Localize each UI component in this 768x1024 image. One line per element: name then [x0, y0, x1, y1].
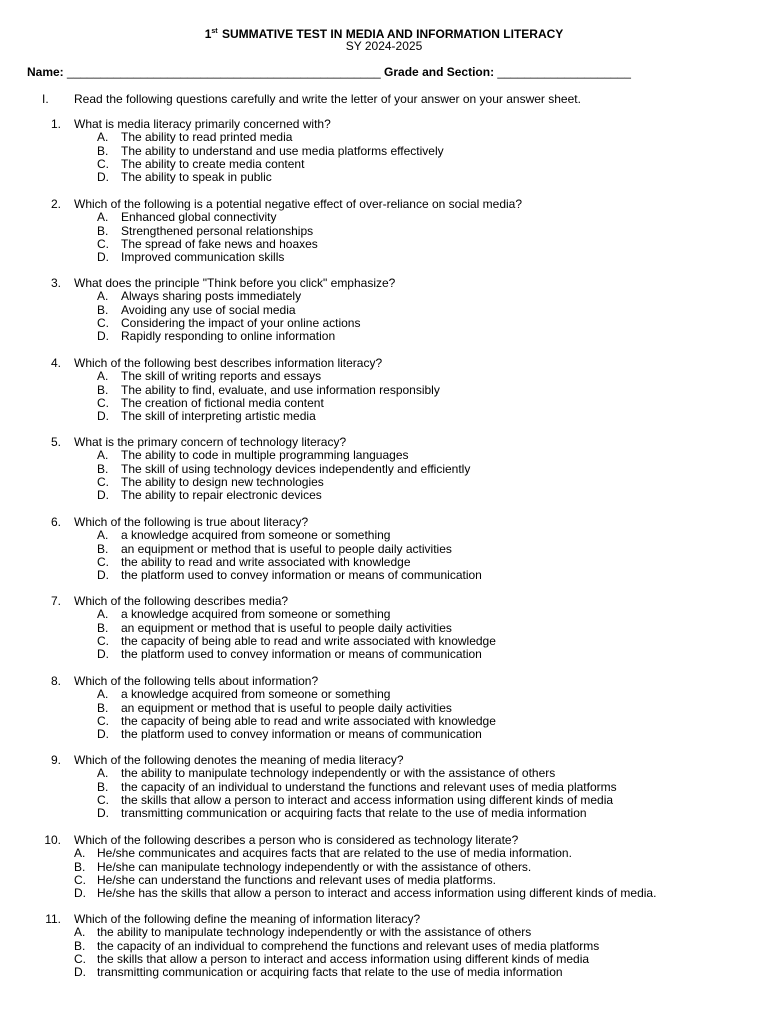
option-text: the capacity of an individual to understand the functions and relevant uses of media platforms	[121, 779, 617, 794]
question-number: 2.	[50, 197, 61, 211]
question-text: Which of the following is true about literacy?	[74, 515, 309, 529]
option-text: the ability to read and write associated with knowledge	[121, 554, 411, 569]
option-letter: A.	[97, 130, 109, 145]
option-text: a knowledge acquired from someone or something	[121, 607, 391, 622]
option-letter: B.	[97, 143, 109, 158]
option-letter: D.	[97, 250, 109, 265]
option-text: Enhanced global connectivity	[121, 210, 277, 225]
question-text: Which of the following denotes the meaning of media literacy?	[74, 753, 404, 767]
question-text: Which of the following best describes information literacy?	[74, 356, 383, 370]
option-letter: A.	[74, 846, 86, 861]
option-text: He/she has the skills that allow a person to interact and access information using different kinds of media.	[97, 886, 657, 901]
name-row	[27, 65, 631, 79]
option-text: Improved communication skills	[121, 250, 285, 265]
option-text: the capacity of being able to read and write associated with knowledge	[121, 713, 496, 728]
option-text: The ability to repair electronic devices	[121, 488, 322, 503]
option-letter: A.	[97, 687, 109, 702]
option-text: the ability to manipulate technology independently or with the assistance of others	[97, 925, 532, 940]
option-letter: A.	[97, 528, 109, 543]
option-text: The ability to read printed media	[121, 130, 293, 145]
option-letter: A.	[97, 369, 109, 384]
question-text: What is the primary concern of technology literacy?	[74, 435, 347, 449]
question-text: Which of the following is a potential negative effect of over-reliance on social media?	[74, 197, 523, 211]
option-letter: B.	[74, 859, 86, 874]
option-letter: D.	[74, 886, 86, 901]
option-text: the platform used to convey information or means of communication	[121, 727, 482, 742]
option-letter: C.	[74, 951, 86, 966]
option-text: The skill of using technology devices independently and efficiently	[121, 461, 471, 476]
option-letter: D.	[97, 647, 109, 662]
option-letter: A.	[97, 289, 109, 304]
option-text: Considering the impact of your online actions	[121, 315, 361, 330]
question-number: 6.	[50, 515, 61, 529]
option-text: the platform used to convey information or means of communication	[121, 647, 482, 662]
option-letter: B.	[74, 938, 86, 953]
title-text: SUMMATIVE TEST IN MEDIA AND INFORMATION LITERACY	[218, 27, 564, 41]
option-letter: A.	[97, 766, 109, 781]
question-number: 4.	[50, 356, 61, 370]
option-text: Strengthened personal relationships	[121, 223, 314, 238]
option-text: an equipment or method that is useful to people daily activities	[121, 700, 452, 715]
name-blank[interactable]: _______________________________________________	[67, 65, 381, 79]
option-letter: B.	[97, 302, 109, 317]
option-letter: C.	[97, 395, 109, 410]
option-letter: C.	[97, 792, 109, 807]
question-text: Which of the following describes a person who is considered as technology literate?	[74, 833, 519, 847]
option-text: transmitting communication or acquiring facts that relate to the use of media information	[121, 806, 587, 821]
option-letter: D.	[97, 806, 109, 821]
question-number: 1.	[50, 117, 61, 131]
question-number: 10.	[44, 833, 61, 847]
option-letter: C.	[97, 633, 109, 648]
option-text: The ability to speak in public	[121, 170, 272, 185]
option-letter: B.	[97, 461, 109, 476]
option-text: a knowledge acquired from someone or something	[121, 687, 391, 702]
option-text: an equipment or method that is useful to people daily activities	[121, 541, 452, 556]
option-letter: D.	[97, 568, 109, 583]
option-letter: C.	[74, 872, 86, 887]
option-text: Rapidly responding to online information	[121, 329, 336, 344]
instruction-number: I.	[42, 92, 49, 106]
option-letter: C.	[97, 554, 109, 569]
school-year: SY 2024-2025	[345, 39, 423, 53]
option-text: a knowledge acquired from someone or something	[121, 528, 391, 543]
title-superscript: st	[211, 28, 218, 35]
question-number: 3.	[50, 276, 61, 290]
option-text: The ability to code in multiple programming languages	[121, 448, 409, 463]
option-letter: C.	[97, 315, 109, 330]
option-letter: D.	[97, 329, 109, 344]
option-text: the skills that allow a person to interact and access information using different kinds of media	[121, 792, 614, 807]
option-text: The ability to create media content	[121, 156, 305, 171]
option-letter: B.	[97, 779, 109, 794]
option-text: the capacity of being able to read and write associated with knowledge	[121, 633, 496, 648]
question-text: Which of the following describes media?	[74, 594, 289, 608]
option-letter: B.	[97, 620, 109, 635]
option-text: an equipment or method that is useful to people daily activities	[121, 620, 452, 635]
option-text: Always sharing posts immediately	[121, 289, 302, 304]
grade-section-blank[interactable]: ____________________	[497, 65, 631, 79]
question-text: What is media literacy primarily concerned with?	[74, 117, 331, 131]
option-letter: B.	[97, 223, 109, 238]
option-text: transmitting communication or acquiring facts that relate to the use of media information	[97, 965, 563, 980]
option-text: The creation of fictional media content	[121, 395, 324, 410]
option-text: He/she can manipulate technology independently or with the assistance of others.	[97, 859, 532, 874]
option-letter: D.	[97, 488, 109, 503]
option-text: The ability to understand and use media platforms effectively	[121, 143, 444, 158]
option-text: the capacity of an individual to comprehend the functions and relevant uses of media platforms	[97, 938, 600, 953]
option-text: Avoiding any use of social media	[121, 302, 296, 317]
question-number: 9.	[50, 753, 61, 767]
option-letter: C.	[97, 236, 109, 251]
question-text: Which of the following tells about information?	[74, 674, 319, 688]
option-text: He/she can understand the functions and relevant uses of media platforms.	[97, 872, 496, 887]
option-text: The skill of writing reports and essays	[121, 369, 322, 384]
option-letter: A.	[97, 607, 109, 622]
option-letter: A.	[74, 925, 86, 940]
question-number: 7.	[50, 594, 61, 608]
option-letter: C.	[97, 156, 109, 171]
option-letter: D.	[74, 965, 86, 980]
option-letter: A.	[97, 210, 109, 225]
question-number: 8.	[50, 674, 61, 688]
option-letter: D.	[97, 409, 109, 424]
option-letter: C.	[97, 474, 109, 489]
option-text: the platform used to convey information or means of communication	[121, 568, 482, 583]
question-text: Which of the following define the meaning of information literacy?	[74, 912, 421, 926]
option-text: The ability to design new technologies	[121, 474, 324, 489]
option-letter: B.	[97, 382, 109, 397]
option-letter: D.	[97, 727, 109, 742]
option-letter: B.	[97, 700, 109, 715]
option-letter: B.	[97, 541, 109, 556]
option-text: the skills that allow a person to interact and access information using different kinds of media	[97, 951, 590, 966]
instruction-text: Read the following questions carefully and write the letter of your answer on your answer sheet.	[74, 92, 581, 106]
option-text: The skill of interpreting artistic media	[121, 409, 316, 424]
question-number: 11.	[45, 912, 61, 926]
name-label: Name:	[27, 65, 64, 79]
option-letter: A.	[97, 448, 109, 463]
grade-section-label: Grade and Section:	[384, 65, 495, 79]
option-text: The ability to find, evaluate, and use information responsibly	[121, 382, 440, 397]
option-text: the ability to manipulate technology independently or with the assistance of others	[121, 766, 556, 781]
question-number: 5.	[50, 435, 61, 449]
question-text: What does the principle "Think before you click" emphasize?	[74, 276, 396, 290]
option-letter: C.	[97, 713, 109, 728]
option-text: He/she communicates and acquires facts that are related to the use of media information.	[97, 846, 572, 861]
option-letter: D.	[97, 170, 109, 185]
title-number: 1	[204, 27, 212, 41]
option-text: The spread of fake news and hoaxes	[121, 236, 318, 251]
